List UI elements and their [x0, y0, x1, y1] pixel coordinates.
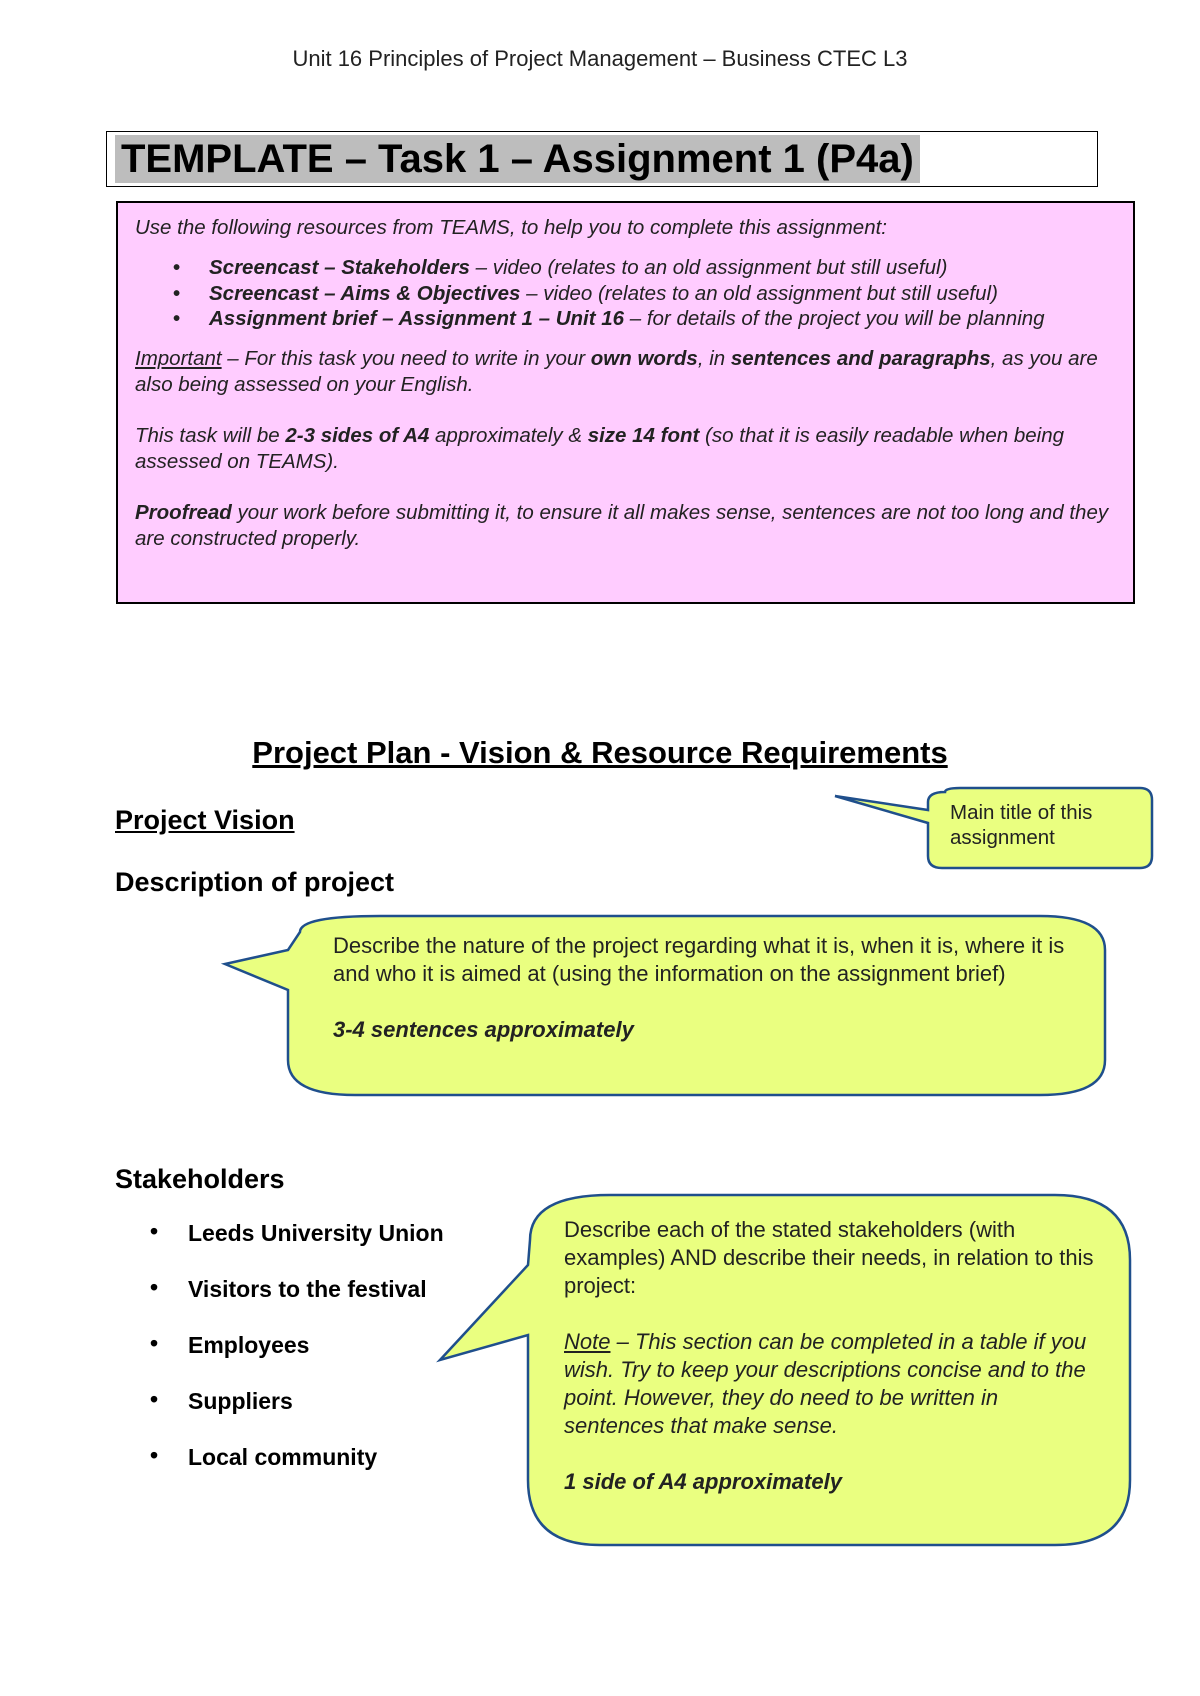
resource-desc: – video (relates to an old assignment but still useful): [520, 281, 998, 305]
resource-title: Screencast – Aims & Objectives: [209, 281, 521, 305]
important-bold: own words: [590, 346, 698, 370]
length-bold: 2-3 sides of A4: [285, 423, 430, 447]
length-text: (so that it is easily readable when being assessed on TEAMS).: [135, 423, 1064, 473]
proofread-bold: Proofread: [135, 500, 232, 524]
resource-desc: – video (relates to an old assignment but still useful): [469, 256, 948, 279]
instructions-intro: Use the following resources from TEAMS, to help you to complete this assignment:: [135, 216, 888, 239]
description-instruction: Describe the nature of the project regarding what it is, when it is, where it is and who it is aimed at (using the information on the assignment brief): [333, 933, 1065, 986]
resource-desc: – for details of the project you will be planning: [624, 307, 1045, 330]
stakeholder-note: [564, 1328, 1104, 1440]
stakeholder-item: • Leeds University Union: [150, 1220, 444, 1276]
stakeholder-item: • Suppliers: [150, 1388, 444, 1444]
plan-title: Project Plan - Vision & Resource Requirements: [252, 735, 948, 770]
resource-title: Screencast – Stakeholders: [209, 256, 470, 279]
important-label: Important: [135, 346, 222, 370]
stakeholder-length: 1 side of A4 approximately: [564, 1469, 842, 1494]
note-label: Note: [564, 1329, 611, 1354]
stakeholder-callout-text: [564, 1216, 1104, 1496]
document-title: TEMPLATE – Task 1 – Assignment 1 (P4a): [115, 135, 920, 183]
important-text: , as you are also being assessed on your English.: [135, 346, 1098, 396]
note-text: – This section can be completed in a table if you wish. Try to keep your descriptions concise and to the point. However, they do need to be written in sentences that make sense.: [564, 1329, 1087, 1438]
length-text: approximately &: [429, 423, 588, 447]
important-text: , in: [697, 346, 731, 370]
length-text: This task will be: [135, 423, 286, 447]
description-callout-text: [333, 932, 1083, 1044]
stakeholders-heading: Stakeholders: [115, 1164, 285, 1194]
proofread-text: your work before submitting it, to ensure it all makes sense, sentences are not too long and they are constructed properly.: [135, 500, 1109, 550]
title-callout-text: Main title of this assignment: [950, 801, 1093, 849]
important-text: – For this task you need to write in your: [221, 346, 591, 370]
stakeholder-item: • Local community: [150, 1444, 444, 1500]
stakeholder-instruction: Describe each of the stated stakeholders (with examples) AND describe their needs, in relation to this project:: [564, 1217, 1094, 1298]
stakeholder-item: • Visitors to the festival: [150, 1276, 444, 1332]
running-header: Unit 16 Principles of Project Management – Business CTEC L3: [292, 46, 908, 71]
description-heading: Description of project: [115, 867, 395, 897]
project-vision-heading: Project Vision: [115, 805, 295, 835]
length-bold: size 14 font: [587, 423, 700, 447]
resource-title: Assignment brief – Assignment 1 – Unit 16: [209, 307, 625, 330]
important-bold: sentences and paragraphs: [730, 346, 991, 370]
stakeholder-item: • Employees: [150, 1332, 444, 1388]
description-length: 3-4 sentences approximately: [333, 1017, 634, 1042]
